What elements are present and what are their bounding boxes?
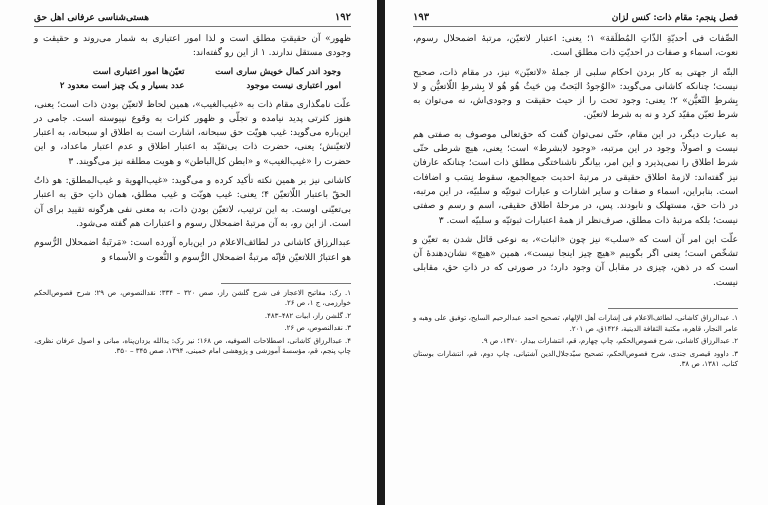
verse-hemistich-3: امور اعتباری نیست موجود xyxy=(246,80,341,91)
left-page-header xyxy=(34,12,351,27)
left-footnote-2: ۲. گلشن راز، ابیات ۴۸۲–۴۸۳. xyxy=(264,311,351,320)
left-page xyxy=(0,0,377,505)
right-paragraph-3: به عبارت دیگر، در این مقام، حتّی نمی‌توان گفت که حق‌تعالی موصوف به صفتی هم نیست و اصولاً، وجود در این مرتبه، «وجود لابشرط» است؛ یعنی، هیچ شرطی حتّی شرط اطلاق را نمی‌پذیرد و این امر، بیانگر ناشناختگی مطلق ذات است؛ چنانکه عارفان نیز گفته‌اند: لازمهٔ اطلاق حقیقی در مرتبهٔ احدیت جمع‌الجمع، سقوط نِسَب و اضافات است. بنابراین، اسماء و صفات و سایر اشارات و عبارات ثبوتیّه و سلبیّه، در این مرتبه، در ذات حق، مستهلک و نابودند. پس، در مرحلهٔ اطلاق حقیقی، اسم و رسم و صفتی نیست؛ بلکه مرتبهٔ ذات مطلق، صرف‌نظر از همهٔ اعتبارات ثبوتیّه و سلبیّه است. ۳ xyxy=(413,129,738,226)
right-page-header xyxy=(413,12,738,27)
verse-hemistich-2: تعیّن‌ها امور اعتباری است xyxy=(92,66,185,77)
left-running-title: هستی‌شناسی عرفانی اهل حق xyxy=(34,12,149,23)
verse-hemistich-1: وجود اندر کمال خویش ساری است xyxy=(215,66,341,77)
left-paragraph-2: علّت نامگذاری مقام ذات به «غیب‌الغیب»، همین لحاظ لاتعیّن بودن ذات است؛ یعنی، هنوز کثرتی پدید نیامده و تجلّی و ظهور کثرات به وقوع نپیوسته است. جامی در این‌باره می‌گوید: غیب هویّت حق سبحانه، اشارت است به اطلاق او سبحانه، به اعتبار لاتعیّنش؛ یعنی، حضرت ذات بی‌تقیّد به اعتبار اطلاق و عدم اعتبار ماعداد، و این حضرت را «غیب‌الغیب» و «ابطن کل‌الباطن» و هویت مطلقه نیز می‌گویند. ۳ xyxy=(34,99,351,167)
left-page-body xyxy=(34,32,351,265)
verse-hemistich-4: عدد بسیار و یک چیز است معدود ۲ xyxy=(59,80,185,91)
poem-verse xyxy=(44,66,341,93)
right-page xyxy=(385,0,768,505)
left-footnote-4: ۴. عبدالرزاق کاشانی، اصطلاحات الصوفیه، ص ۱۶۸؛ نیز رک: یدالله یزدان‌پناه، مبانی و اصول عرفان نظری، چاپ پنجم، قم، مؤسسهٔ آموزشی و پژوهشی امام خمینی، ۱۳۹۴، صص ۳۴۵ – ۳۵۰. xyxy=(34,336,352,356)
left-footnote-3: ۳. نقدالنصوص، ص ۲۶. xyxy=(284,324,351,333)
left-paragraph-4: عبدالرزاق کاشانی در لطائف‌الاعلام در این‌باره آورده است: «مَرتَبةُ اضمحلال الرُّسوم هو اعتبارُ اللاتعیّن فإنّه مرتبةُ اضمحلال الرُّسوم و النُّعوت و الأسماء و xyxy=(34,238,351,263)
right-paragraph-2: البتّه از جهتی به کار بردن احکام سلبی از جملهٔ «لاتعیّن» نیز، در مقام ذات، صحیح نیست؛ چنانکه کاشانی می‌گوید: «الوُجودُ البَحتُ مِن حَیثُ هُو هُو لا بِشرطِ اللّاتعیُّن و لا بِشرطِ التّعیُّن» ۲؛ یعنی: وجود تحت را از حیث حقیقت و وجودی‌اش، نه می‌توان به شرط تعیّن مقیّد کرد و نه به شرط لاتعیّن. xyxy=(413,67,738,121)
right-footnote-rule xyxy=(608,308,738,309)
left-footnotes xyxy=(34,288,351,357)
right-footnote-1: ۱. عبدالرزاق کاشانی، لطائف‌الاعلام فی إشارات أهل الإلهام، تصحیح احمد عبدالرحیم السایح، توفیق علی وهبه و عامر النجار، قاهره، مکتبة الثقافة الدینیة، ۱۴۲۶ق، ص ۲۰۱. xyxy=(413,314,738,333)
right-page-number: ۱۹۳ xyxy=(413,12,430,23)
right-footnote-3: ۳. داوود قیصری جندی، شرح فصوص‌الحکم، تصحیح سیّدجلال‌الدین آشتیانی، چاپ دوم، قم، انتشارات بوستان کتاب، ۱۳۸۱، ص ۳۸. xyxy=(413,349,738,369)
right-footnotes xyxy=(413,313,738,370)
left-paragraph-3: کاشانی نیز بر همین نکته تأکید کرده و می‌گوید: «غیب‌الهویة و غیب‌المطلق: هو ذاتُ الحقّ باعتبار اللّاتعیّن ۴؛ یعنی: غیب هویّت و غیب مطلق، همان ذاتِ حق به اعتبار بی‌تعیّنی اوست. به این ترتیب، لاتعیّن بودن ذات، به معنی نفی هرگونه تقیید برای آن است. از این رو، به آن مرتبهٔ اضمحلال رسوم و اعتبارات هم گفته می‌شود. xyxy=(34,176,351,229)
right-paragraph-1: الصِّفات فی أحدیّةِ الذّاتِ المُطلَقة» ۱؛ یعنی: اعتبار لاتعیّن، مرتبهٔ اضمحلال رسوم، نعوت، اسماء و صفات در احدیّتِ ذات مطلق است. xyxy=(413,34,738,59)
right-paragraph-4: علّت این امر آن است که «سلب» نیز چون «اثبات»، به نوعی قائل شدن به تعیّن و تشخّص است؛ یعنی اگر بگوییم «هیچ چیز اینجا نیست»، همین «هیچ» نشان‌دهندهٔ آن است که در ذهن، چیزی در مقابل آن وجود دارد؛ در صورتی که در ذاتِ حق، مقابلی نیست. xyxy=(413,234,738,288)
right-footnote-2: ۲. عبدالرزاق کاشانی، شرح فصوص‌الحکم، چاپ چهارم، قم، انتشارات بیدار، ۱۳۷۰، ص ۹. xyxy=(481,337,738,346)
right-running-title: فصل پنجم: مقام ذات: کنس لزان xyxy=(611,12,738,23)
left-paragraph-1: ظهور» آن حقیقتِ مطلق است و لذا امور اعتباری به شمار می‌روند و حقیقت و وجودی مستقل ندارند. ۱ از این رو گفته‌اند: xyxy=(34,34,351,59)
right-page-body xyxy=(413,32,738,290)
left-page-number: ۱۹۲ xyxy=(334,12,351,23)
book-gutter xyxy=(377,0,385,505)
left-footnote-1: ۱. رک: مفاتیح الاعجاز فی شرح گلشن راز، صص ۳۲۰ – ۳۳۴؛ نقدالنصوص، ص ۲۹؛ شرح فصوص‌الحکم خوارزمی، ج ۱، ص ۲۶. xyxy=(34,288,351,308)
left-footnote-rule xyxy=(221,283,351,284)
